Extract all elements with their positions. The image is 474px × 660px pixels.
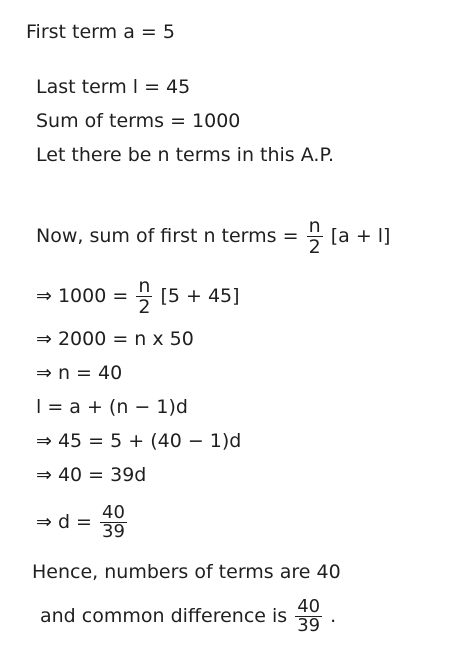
conclusion-terms-line: Hence, numbers of terms are 40 (32, 561, 341, 583)
step-d-line (36, 504, 129, 541)
fraction-numerator: 40 (102, 502, 125, 523)
step-39d-line: ⇒ 40 = 39d (36, 464, 147, 486)
fraction-numerator: 40 (297, 596, 321, 617)
fraction-denominator: 2 (308, 236, 321, 258)
conclusion-difference-prefix: and common difference is (40, 605, 294, 627)
fraction-denominator: 39 (102, 521, 125, 542)
step-1000-suffix: [5 + 45] (160, 285, 240, 307)
step-45-line: ⇒ 45 = 5 + (40 − 1)d (36, 430, 242, 452)
first-term-line: First term a = 5 (26, 21, 175, 43)
sum-of-terms-line: Sum of terms = 1000 (36, 110, 241, 132)
fraction-n-over-2 (307, 216, 323, 257)
conclusion-difference-line (40, 598, 336, 635)
fraction-numerator: n (307, 216, 323, 237)
fraction-40-over-39 (100, 504, 127, 541)
conclusion-period: . (330, 605, 337, 627)
let-n-terms-line: Let there be n terms in this A.P. (36, 144, 334, 166)
sum-formula-suffix: [a + l] (330, 225, 391, 247)
fraction-n-over-2 (136, 276, 152, 317)
fraction-denominator: 2 (138, 296, 151, 318)
nth-term-formula-line: l = a + (n − 1)d (36, 396, 188, 418)
step-n-equals-40-line: ⇒ n = 40 (36, 362, 123, 384)
fraction-denominator: 39 (297, 615, 321, 636)
step-2000-line: ⇒ 2000 = n x 50 (36, 328, 194, 350)
sum-formula-prefix: Now, sum of first n terms = (36, 225, 305, 247)
step-d-prefix: ⇒ d = (36, 511, 99, 533)
step-1000-prefix: ⇒ 1000 = (36, 285, 135, 307)
last-term-line: Last term l = 45 (36, 76, 191, 98)
fraction-40-over-39 (295, 598, 322, 635)
sum-formula-line (36, 216, 390, 257)
fraction-numerator: n (136, 276, 152, 297)
step-1000-line (36, 276, 240, 317)
